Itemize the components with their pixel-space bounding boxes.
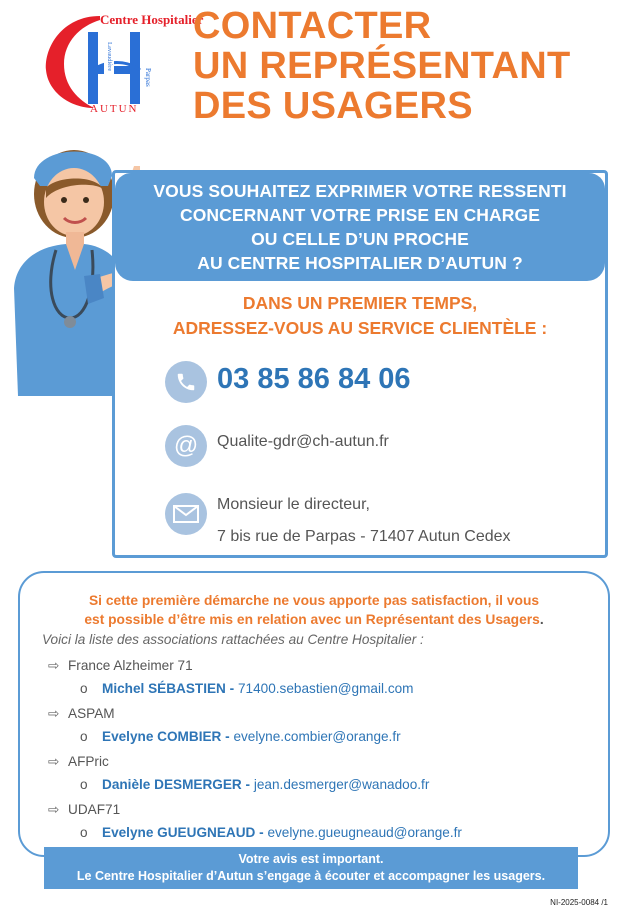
first-step-heading bbox=[115, 291, 605, 341]
phone-icon bbox=[165, 361, 207, 403]
associations-heading: Voici la liste des associations rattachées au Centre Hospitalier : bbox=[42, 632, 424, 647]
first-step-line: ADRESSEZ-VOUS AU SERVICE CLIENTÈLE : bbox=[172, 318, 548, 338]
association-name: UDAF71 bbox=[68, 802, 121, 817]
first-step-line: DANS UN PREMIER TEMPS, bbox=[242, 293, 478, 313]
at-sign-icon: @ bbox=[165, 425, 207, 467]
representative-item bbox=[80, 729, 401, 744]
hospital-logo bbox=[42, 8, 204, 116]
association-item bbox=[48, 658, 193, 674]
logo-arc-text: Centre Hospitalier bbox=[100, 12, 204, 27]
association-name: ASPAM bbox=[68, 706, 115, 721]
bullet-icon: o bbox=[80, 777, 88, 792]
separator: - bbox=[221, 729, 234, 744]
banner-line-1: Votre avis est important. bbox=[238, 852, 384, 866]
bullet-icon: o bbox=[80, 681, 88, 696]
question-line: CONCERNANT VOTRE PRISE EN CHARGE bbox=[179, 205, 541, 225]
representatives-box bbox=[18, 571, 610, 857]
separator: - bbox=[241, 777, 254, 792]
representative-name: Evelyne GUEUGNEAUD bbox=[102, 825, 256, 840]
contact-card bbox=[112, 170, 608, 558]
hospital-logo-icon bbox=[42, 8, 204, 116]
arrow-right-icon: ⇨ bbox=[48, 802, 60, 817]
document-code: NI-2025-0084 /1 bbox=[550, 898, 608, 907]
postal-address bbox=[217, 489, 511, 553]
question-line: AU CENTRE HOSPITALIER D’AUTUN ? bbox=[197, 253, 523, 273]
intro-end: . bbox=[539, 612, 544, 627]
representative-email-link[interactable]: 71400.sebastien@gmail.com bbox=[237, 681, 414, 696]
association-name: AFPric bbox=[68, 754, 109, 769]
intro-line-1: Si cette première démarche ne vous apporte pas satisfaction, il vous bbox=[88, 593, 540, 608]
arrow-right-icon: ⇨ bbox=[48, 706, 60, 721]
phone-number-link[interactable]: 03 85 86 84 06 bbox=[217, 363, 411, 395]
representative-name: Danièle DESMERGER bbox=[102, 777, 242, 792]
envelope-icon bbox=[165, 493, 207, 535]
representative-name: Michel SÉBASTIEN bbox=[102, 681, 226, 696]
escalation-intro bbox=[20, 591, 608, 629]
representative-email-link[interactable]: evelyne.combier@orange.fr bbox=[233, 729, 401, 744]
address-line-2: 7 bis rue de Parpas - 71407 Autun Cedex bbox=[217, 528, 511, 545]
association-item bbox=[48, 706, 115, 722]
title-line-2: UN REPRÉSENTANT bbox=[193, 45, 571, 87]
banner-line-2: Le Centre Hospitalier d’Autun s’engage à écouter et accompagner les usagers. bbox=[76, 869, 546, 883]
representative-email-link[interactable]: jean.desmerger@wanadoo.fr bbox=[253, 777, 430, 792]
association-item bbox=[48, 754, 109, 770]
association-item bbox=[48, 802, 120, 818]
question-header bbox=[115, 173, 605, 281]
question-line: VOUS SOUHAITEZ EXPRIMER VOTRE RESSENTI bbox=[153, 181, 567, 201]
separator: - bbox=[225, 681, 238, 696]
logo-vertical-left: Lavaudière bbox=[106, 42, 113, 72]
representative-item bbox=[80, 681, 414, 696]
bullet-icon: o bbox=[80, 729, 88, 744]
representative-email-link[interactable]: evelyne.gueugneaud@orange.fr bbox=[267, 825, 462, 840]
intro-line-2: est possible d’être mis en relation avec un Représentant des Usagers bbox=[84, 612, 540, 627]
representative-item bbox=[80, 825, 462, 840]
representative-name: Evelyne COMBIER bbox=[102, 729, 222, 744]
closing-banner bbox=[44, 847, 578, 889]
quality-email-link[interactable]: Qualite-gdr@ch-autun.fr bbox=[217, 433, 389, 450]
representative-item bbox=[80, 777, 429, 792]
logo-vertical-right: Parpas bbox=[144, 68, 152, 87]
association-name: France Alzheimer 71 bbox=[68, 658, 193, 673]
bullet-icon: o bbox=[80, 825, 88, 840]
title-line-3: DES USAGERS bbox=[193, 85, 473, 127]
logo-city: AUTUN bbox=[90, 103, 139, 115]
address-line-1: Monsieur le directeur, bbox=[217, 496, 370, 513]
page-title bbox=[193, 6, 613, 126]
title-line-1: CONTACTER bbox=[193, 5, 432, 47]
arrow-right-icon: ⇨ bbox=[48, 658, 60, 673]
question-line: OU CELLE D’UN PROCHE bbox=[251, 229, 469, 249]
arrow-right-icon: ⇨ bbox=[48, 754, 60, 769]
separator: - bbox=[255, 825, 268, 840]
